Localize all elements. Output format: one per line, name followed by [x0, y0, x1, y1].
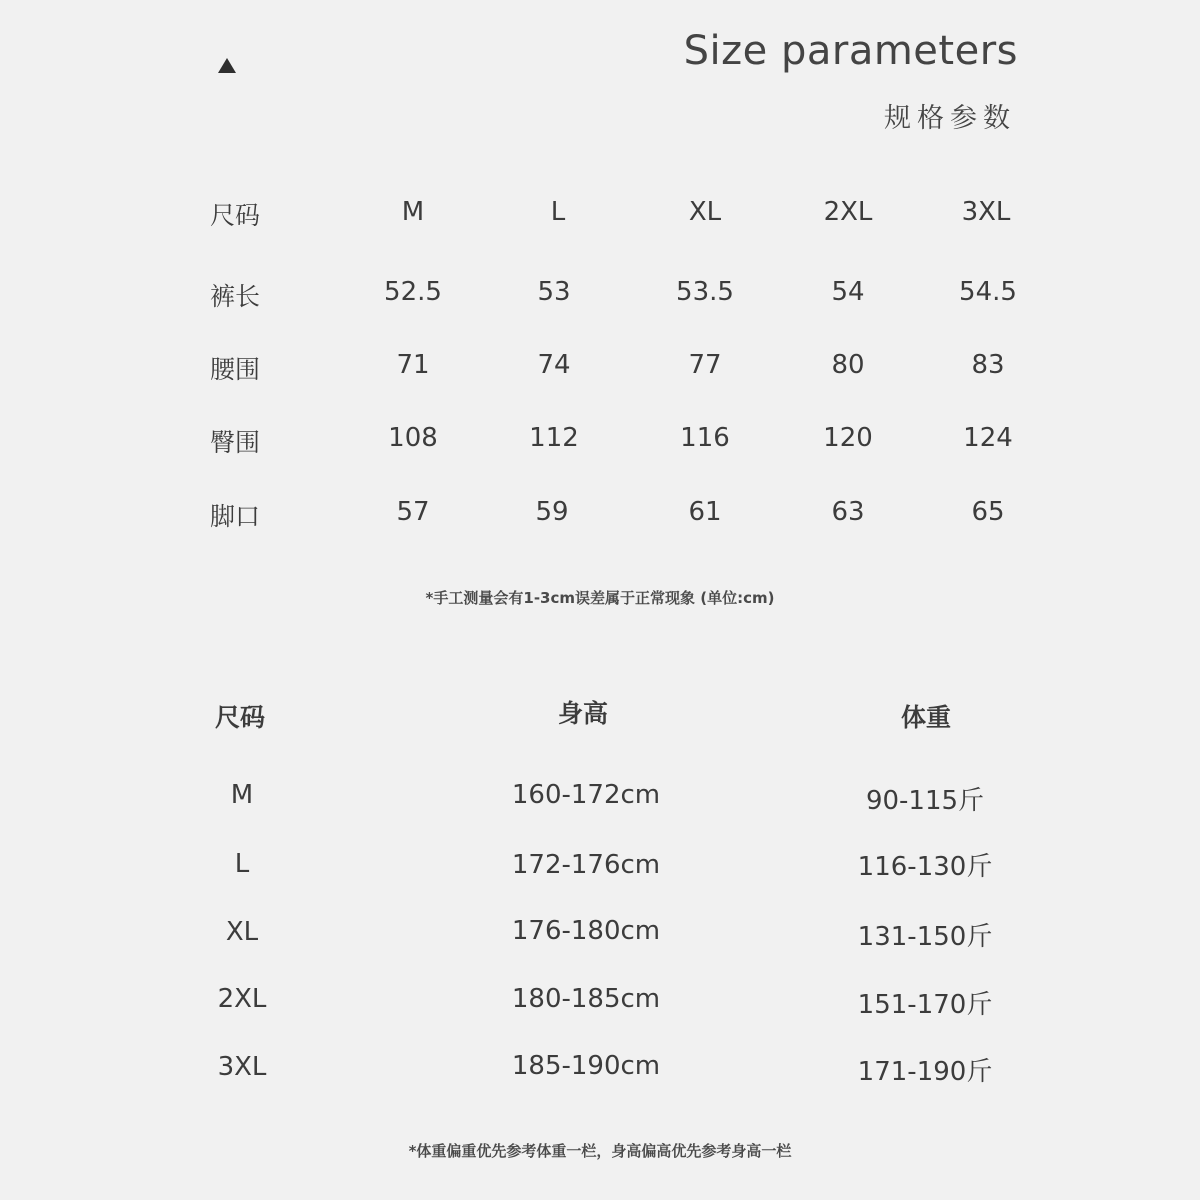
table-cell: XL [225, 917, 259, 947]
table-cell: 65 [971, 497, 1005, 527]
size-corner-label: 尺码 [210, 201, 261, 230]
page-subtitle: 规格参数 [884, 103, 1016, 134]
table-cell: 59 [535, 497, 569, 527]
table-cell: 71 [396, 350, 430, 380]
table-cell: 160-172cm [511, 780, 661, 810]
header-size: 尺码 [214, 703, 266, 732]
table-cell: 2XL [217, 984, 267, 1014]
page-title: Size parameters [683, 28, 1018, 74]
table-cell: 180-185cm [511, 984, 661, 1014]
triangle-up-icon [218, 58, 236, 73]
table-cell: 112 [529, 423, 579, 453]
table-cell: 116-130斤 [857, 852, 993, 882]
measurement-note: *手工测量会有1-3cm误差属于正常现象 (单位:cm) [425, 589, 775, 607]
table-cell: 57 [396, 497, 430, 527]
table-cell: 63 [831, 497, 865, 527]
table-cell: 61 [688, 497, 722, 527]
table-cell: 116 [680, 423, 730, 453]
row-label-hem: 脚口 [210, 502, 261, 531]
table-cell: 77 [688, 350, 722, 380]
table-cell: 74 [537, 350, 571, 380]
table-cell: 3XL [217, 1052, 267, 1082]
row-label-waist: 腰围 [210, 355, 261, 384]
table-cell: 54.5 [959, 277, 1017, 307]
table-cell: 54 [831, 277, 865, 307]
size-header-2xl: 2XL [823, 197, 873, 227]
table-cell: 151-170斤 [857, 990, 993, 1020]
table-cell: 80 [831, 350, 865, 380]
table-cell: 108 [388, 423, 438, 453]
size-header-m: M [401, 197, 425, 227]
table-cell: 52.5 [384, 277, 442, 307]
table-cell: 185-190cm [511, 1051, 661, 1081]
size-header-xl: XL [688, 197, 722, 227]
recommendation-note: *体重偏重优先参考体重一栏，身高偏高优先参考身高一栏 [408, 1142, 792, 1160]
table-cell: 171-190斤 [857, 1057, 993, 1087]
table-cell: 172-176cm [511, 850, 661, 880]
table-cell: 131-150斤 [857, 922, 993, 952]
header-height: 身高 [557, 699, 609, 728]
row-label-hip: 臀围 [210, 428, 261, 457]
size-header-l: L [550, 197, 566, 227]
table-cell: 120 [823, 423, 873, 453]
table-cell: 90-115斤 [865, 786, 985, 816]
header-weight: 体重 [900, 703, 952, 732]
table-cell: 176-180cm [511, 916, 661, 946]
table-cell: 124 [963, 423, 1013, 453]
table-cell: L [234, 849, 250, 879]
row-label-length: 裤长 [210, 282, 261, 311]
table-cell: 53.5 [676, 277, 734, 307]
table-cell: 83 [971, 350, 1005, 380]
size-header-3xl: 3XL [961, 197, 1011, 227]
table-cell: 53 [537, 277, 571, 307]
table-cell: M [230, 780, 254, 810]
